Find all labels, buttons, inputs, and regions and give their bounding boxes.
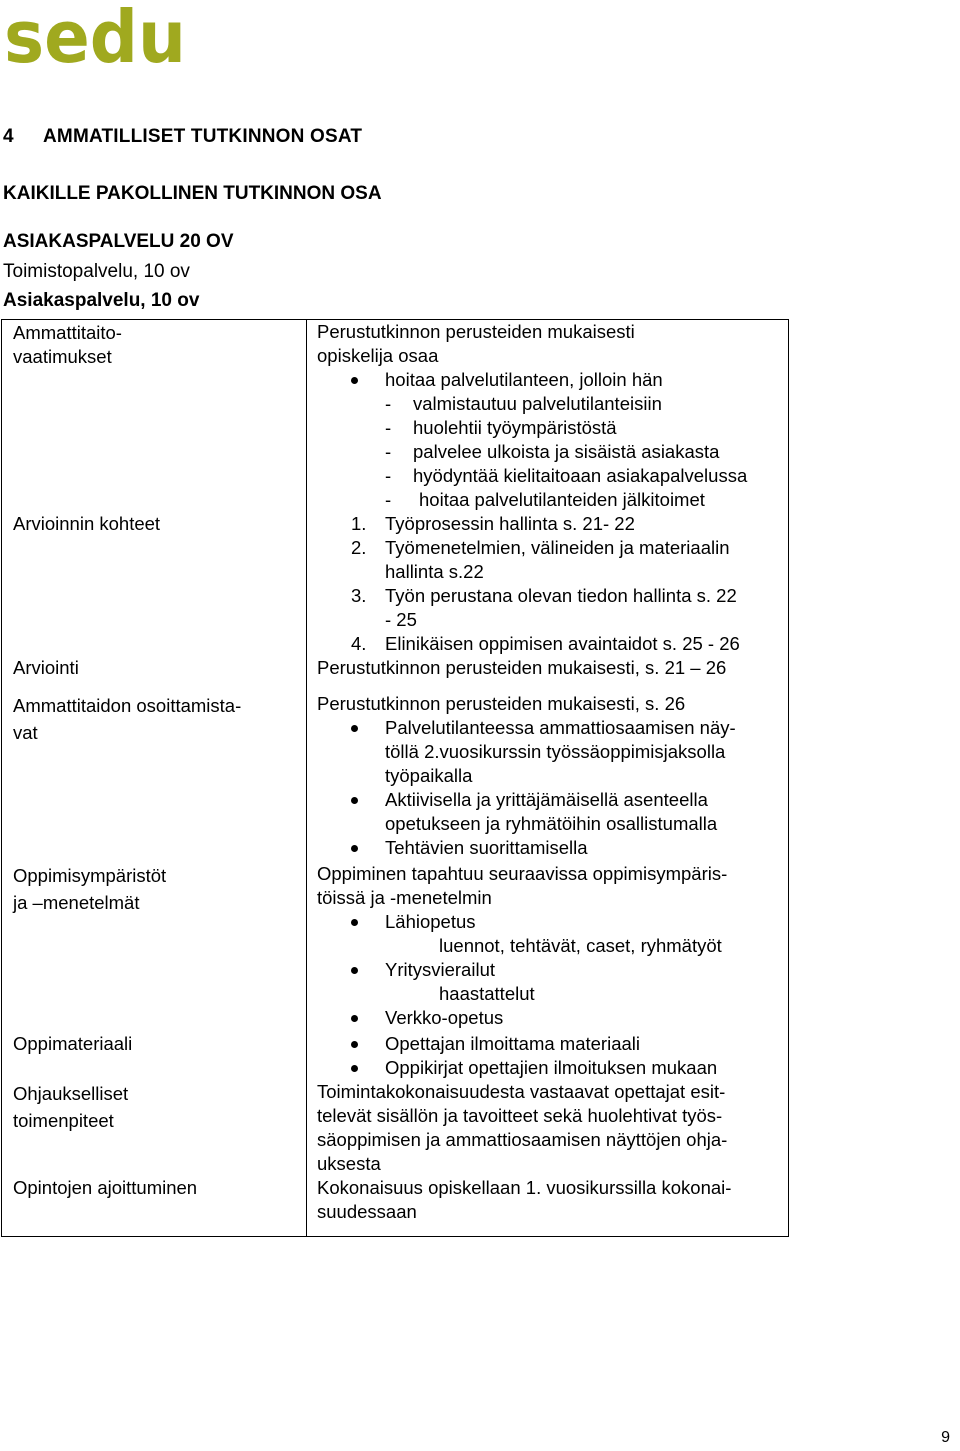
list-item: hoitaa palvelutilanteen, jolloin hän xyxy=(317,368,780,392)
list-item: Tehtävien suorittamisella xyxy=(317,836,780,860)
row-content xyxy=(307,690,789,860)
content-line: Perustutkinnon perusteiden mukaisesti xyxy=(317,321,635,342)
content-line: televät sisällön ja tavoitteet sekä huolehtivat työs- xyxy=(317,1105,723,1126)
item-text: Työprosessin hallinta s. 21- 22 xyxy=(385,513,635,534)
row-label xyxy=(2,690,307,860)
table-row-oppimateriaali xyxy=(2,1030,789,1080)
list-item: Opettajan ilmoittama materiaali xyxy=(317,1032,780,1056)
item-continuation: - 25 xyxy=(385,609,417,630)
sedu-logo xyxy=(4,4,190,70)
row-content xyxy=(307,320,789,513)
table-row-arviointi xyxy=(2,656,789,690)
row-label: Arviointi xyxy=(2,656,307,690)
row-label: Arvioinnin kohteet xyxy=(2,512,307,656)
section-number: 4 xyxy=(3,126,14,147)
unit-sub-toimistopalvelu: Toimistopalvelu, 10 ov xyxy=(3,261,190,282)
list-item: Lähiopetus xyxy=(317,910,780,934)
content-line: Toimintakokonaisuudesta vastaavat opettajat esit- xyxy=(317,1081,726,1102)
numbered-item xyxy=(317,512,780,536)
content-line: säoppimisen ja ammattiosaamisen näyttöjen ohja- xyxy=(317,1129,728,1150)
table-row-opintojen-ajoittuminen xyxy=(2,1176,789,1237)
list-item: Palvelutilanteessa ammattiosaamisen näy- xyxy=(317,716,780,740)
row-label: Oppimateriaali xyxy=(2,1030,307,1080)
row-content: Perustutkinnon perusteiden mukaisesti, s. 21 – 26 xyxy=(307,656,789,690)
row-content xyxy=(307,1030,789,1080)
sub-item: luennot, tehtävät, caset, ryhmätyöt xyxy=(439,935,722,956)
unit-title: ASIAKASPALVELU 20 OV xyxy=(3,231,234,252)
row-label-line: Oppimisympäristöt xyxy=(13,865,167,886)
row-label xyxy=(2,860,307,1030)
row-label xyxy=(2,1080,307,1176)
specification-table xyxy=(1,319,789,1237)
row-label-line: Ohjaukselliset xyxy=(13,1083,129,1104)
item-continuation: töllä 2.vuosikurssin työssäoppimisjaksolla xyxy=(385,741,726,762)
table-row-oppimisymparistot xyxy=(2,860,789,1030)
content-line: opiskelija osaa xyxy=(317,345,439,366)
row-label-line: ja –menetelmät xyxy=(13,892,140,913)
row-label-line: Ammattitaito- xyxy=(13,322,122,343)
row-content xyxy=(307,1080,789,1176)
mandatory-heading: KAIKILLE PAKOLLINEN TUTKINNON OSA xyxy=(3,183,382,204)
row-label-line: Ammattitaidon osoittamista- xyxy=(13,695,242,716)
content-line: Oppiminen tapahtuu seuraavissa oppimisympäris- xyxy=(317,863,728,884)
table-row-arvioinnin-kohteet xyxy=(2,512,789,656)
item-number: 2. xyxy=(351,537,367,558)
section-heading xyxy=(3,126,362,148)
item-continuation: työpaikalla xyxy=(385,765,473,786)
content-line: töissä ja -menetelmin xyxy=(317,887,492,908)
logo-text: sedu xyxy=(4,4,186,70)
item-continuation: hallinta s.22 xyxy=(385,561,484,582)
row-label-line: vaatimukset xyxy=(13,346,112,367)
row-label xyxy=(2,320,307,513)
numbered-item xyxy=(317,584,780,608)
dash-item: - hyödyntää kielitaitoaan asiakapalvelussa xyxy=(317,464,780,488)
section-title: AMMATILLISET TUTKINNON OSAT xyxy=(43,126,363,147)
content-line: Perustutkinnon perusteiden mukaisesti, s. 26 xyxy=(317,693,686,714)
item-continuation: opetukseen ja ryhmätöihin osallistumalla xyxy=(385,813,718,834)
list-item: Aktiivisella ja yrittäjämäisellä asenteella xyxy=(317,788,780,812)
row-label: Opintojen ajoittuminen xyxy=(2,1176,307,1237)
item-number: 3. xyxy=(351,585,367,606)
sub-item: haastattelut xyxy=(439,983,535,1004)
list-item: Oppikirjat opettajien ilmoituksen mukaan xyxy=(317,1056,780,1080)
table-row-ammattitaidon-osoittaminen xyxy=(2,690,789,860)
content-line: uksesta xyxy=(317,1153,381,1174)
content-line: suudessaan xyxy=(317,1201,417,1222)
list-item: Verkko-opetus xyxy=(317,1006,780,1030)
row-content xyxy=(307,860,789,1030)
row-content xyxy=(307,1176,789,1237)
item-number: 1. xyxy=(351,513,367,534)
page-number: 9 xyxy=(941,1429,950,1446)
list-item: Yritysvierailut xyxy=(317,958,780,982)
dash-item: - valmistautuu palvelutilanteisiin xyxy=(317,392,780,416)
item-text: Työmenetelmien, välineiden ja materiaalin xyxy=(385,537,730,558)
row-label-line: vat xyxy=(13,722,38,743)
row-content xyxy=(307,512,789,656)
dash-item: - palvelee ulkoista ja sisäistä asiakasta xyxy=(317,440,780,464)
table-row-ohjaukselliset-toimenpiteet xyxy=(2,1080,789,1176)
item-number: 4. xyxy=(351,633,367,654)
item-text: Työn perustana olevan tiedon hallinta s. 22 xyxy=(385,585,737,606)
row-label-line: toimenpiteet xyxy=(13,1110,114,1131)
content-line: Kokonaisuus opiskellaan 1. vuosikurssilla kokonai- xyxy=(317,1177,732,1198)
table-row-ammattitaitovaatimukset xyxy=(2,320,789,513)
unit-sub-asiakaspalvelu: Asiakaspalvelu, 10 ov xyxy=(3,290,200,311)
numbered-item xyxy=(317,632,780,656)
dash-item: - hoitaa palvelutilanteiden jälkitoimet xyxy=(317,488,780,512)
numbered-item xyxy=(317,536,780,560)
dash-item: - huolehtii työympäristöstä xyxy=(317,416,780,440)
item-text: Elinikäisen oppimisen avaintaidot s. 25 - 26 xyxy=(385,633,740,654)
